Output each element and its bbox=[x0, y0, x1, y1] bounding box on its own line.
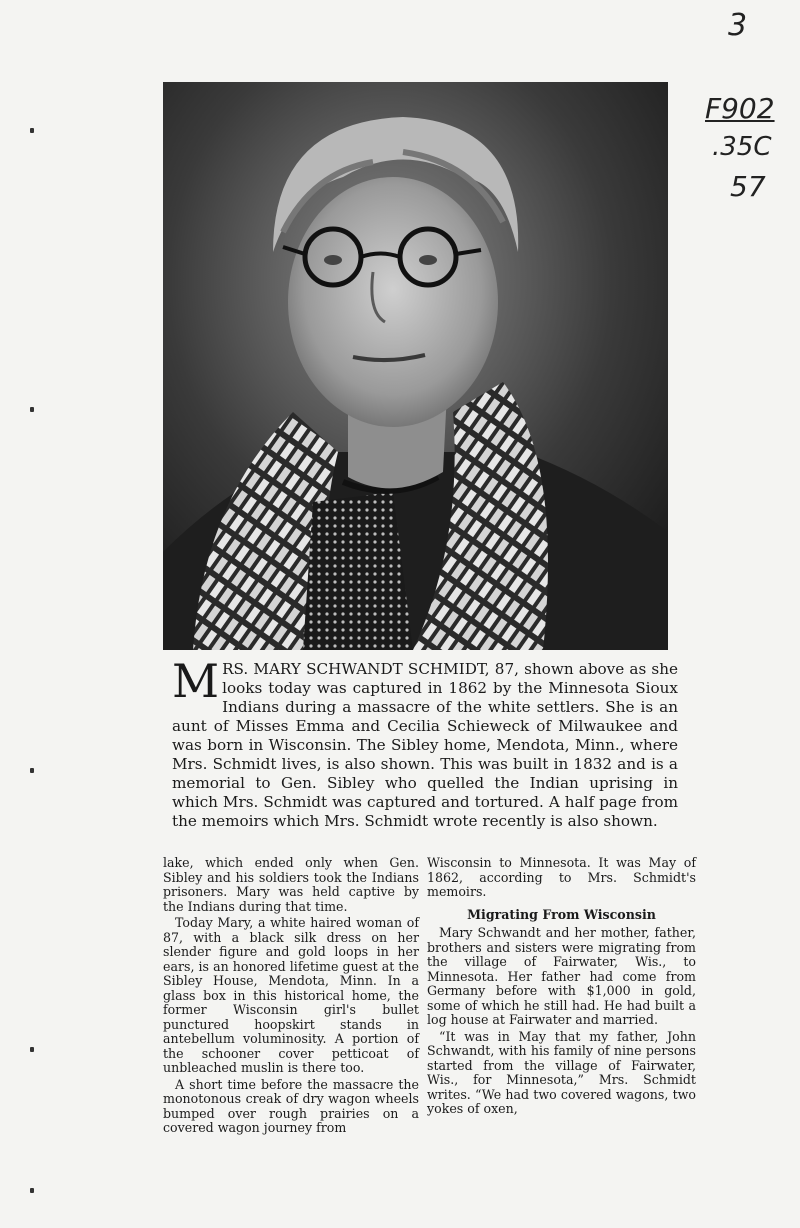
article-column-1 bbox=[163, 856, 419, 1138]
column1-paragraph: lake, which ended only when Gen. Sibley and his soldiers took the Indians prisoners. Mary was held captive by the Indians during that time. bbox=[163, 855, 419, 914]
page-number-annotation: 3 bbox=[728, 8, 748, 43]
scan-mark bbox=[30, 128, 34, 133]
caption-text: RS. MARY SCHWANDT SCHMIDT, 87, shown above as she looks today was captured in 1862 by the Minnesota Sioux Indians during a massacre of the white settlers. She is an aunt of Misses Emma and Cecilia Schieweck of Milwaukee and was born in Wisconsin. The Sibley home, Mendota, Minn., where Mrs. Schmidt lives, is also shown. This was built in 1832 and is a memorial to Gen. Sibley who quelled the Indian uprising in which Mrs. Schmidt was captured and tortured. A half page from the memoirs which Mrs. Schmidt wrote recently is also shown. bbox=[172, 660, 678, 830]
column2-paragraph: “It was in May that my father, John Schwandt, with his family of nine persons started from the village of Fairwater, Wis., for Minnesota,” Mrs. Schmidt writes. “We had two covered wagons, two yokes of oxen, bbox=[427, 1028, 696, 1116]
column2-paragraph: Mary Schwandt and her mother, father, brothers and sisters were migrating from the village of Fairwater, Wis., to Minnesota. Her father had come from Germany before with $1,000 in gold, some of which he still had. He had built a log house at Fairwater and married. bbox=[427, 925, 696, 1027]
caption-dropcap: M bbox=[172, 654, 220, 708]
portrait-photo bbox=[163, 82, 668, 650]
column1-paragraph: Today Mary, a white haired woman of 87, with a black silk dress on her slender figure and gold loops in her ears, is an honored lifetime guest at the Sibley House, Mendota, Minn. In a glass box in this historical home, the former Wisconsin girl's bullet punctured hoopskirt stands in antebellum voluminosity. A portion of the schooner cover petticoat of unbleached muslin is there too. bbox=[163, 915, 419, 1075]
photo-caption bbox=[172, 654, 678, 831]
call-number-line-1: F902 bbox=[705, 92, 775, 125]
call-number-line-2: .35C bbox=[712, 132, 772, 162]
call-number-line-3: 57 bbox=[730, 170, 766, 203]
scan-mark bbox=[30, 1047, 34, 1052]
scan-mark bbox=[30, 407, 34, 412]
scan-mark bbox=[30, 1188, 34, 1193]
column1-paragraph: A short time before the massacre the monotonous creak of dry wagon wheels bumped over rough prairies on a covered wagon journey from bbox=[163, 1076, 419, 1135]
article-column-2 bbox=[427, 856, 696, 1119]
scan-mark bbox=[30, 768, 34, 773]
column2-lead: Wisconsin to Minnesota. It was May of 1862, according to Mrs. Schmidt's memoirs. bbox=[427, 855, 696, 899]
subheading: Migrating From Wisconsin bbox=[467, 906, 656, 922]
